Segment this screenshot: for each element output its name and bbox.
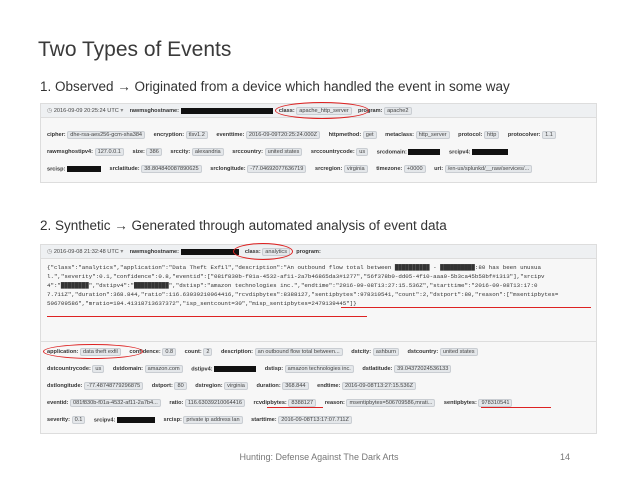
field-value[interactable]: us — [356, 148, 368, 156]
field-value[interactable]: 2016-09-08T13:17:07.711Z — [278, 416, 352, 424]
json-line: {"class":"analytics","application":"Data Theft Exfil","description":"An outbound flow total between ██████████ - ██████████:80 has been unusua — [47, 264, 541, 271]
field-key: dstlongitude: — [47, 383, 83, 389]
field-value[interactable]: data theft exfil — [80, 348, 121, 356]
field-value[interactable]: 8388127 — [288, 399, 316, 407]
field-value[interactable]: 386 — [146, 148, 161, 156]
field-key: dstregion: — [195, 383, 223, 389]
field-key: uri: — [434, 166, 444, 172]
field-key: dstport: — [151, 383, 173, 389]
field-value[interactable]: tlsv1.2 — [186, 131, 208, 139]
divider — [41, 341, 596, 342]
field-key: srcipv4: — [449, 149, 471, 155]
field-value[interactable]: virginia — [344, 165, 368, 173]
field-key: severity: — [47, 417, 71, 423]
field-key: srcregion: — [314, 166, 343, 172]
field-key: starttime: — [251, 417, 277, 423]
field-key: confidence: — [129, 349, 161, 355]
field-key: metaclass: — [385, 132, 415, 138]
field-key: dstdomain: — [112, 366, 144, 372]
field-value[interactable]: 2016-09-08T13:27:15.536Z — [342, 382, 416, 390]
program-chip[interactable]: apache2 — [384, 107, 411, 115]
highlight-oval — [43, 344, 143, 359]
redacted-block — [472, 149, 508, 155]
program-key: program: — [296, 249, 321, 255]
field-key: cipher: — [47, 132, 66, 138]
field-value[interactable]: +0000 — [404, 165, 426, 173]
redacted-block — [214, 366, 256, 372]
field-value[interactable]: 1.1 — [542, 131, 556, 139]
slide-footer: Hunting: Defense Against The Dark Arts — [239, 452, 399, 462]
class-chip[interactable]: analytics — [262, 248, 290, 256]
field-key: dstisp: — [264, 366, 284, 372]
field-row-3 — [47, 382, 423, 390]
json-line: 7.711Z","duration":368.844,"ratio":116.63039210064416,"rcvdipbytes":8388127,"sentipbytes":978310541,"count":2,"dstport":80,"reason":["msentipbytes= — [47, 291, 559, 298]
highlight-underline — [267, 407, 323, 408]
highlight-oval — [233, 243, 293, 260]
redacted-block — [408, 149, 440, 155]
redacted-block — [67, 166, 101, 172]
field-value[interactable]: alexandria — [192, 148, 224, 156]
field-key: dstcountry: — [407, 349, 439, 355]
field-value[interactable]: /en-us/splunkd/__raw/services/... — [445, 165, 532, 173]
field-value[interactable]: an outbound flow total between... — [255, 348, 343, 356]
slide-title: Two Types of Events — [38, 38, 232, 61]
field-value[interactable]: ashburn — [373, 348, 399, 356]
field-key: protocolver: — [507, 132, 541, 138]
field-value[interactable]: 2 — [203, 348, 212, 356]
field-key: description: — [221, 349, 254, 355]
field-key: srccountry: — [232, 149, 264, 155]
clock-icon: ◷ — [47, 108, 53, 114]
field-key: srclatitude: — [109, 166, 140, 172]
field-value[interactable]: amazon technologies inc. — [285, 365, 354, 373]
observed-event-screenshot — [40, 103, 597, 183]
field-value[interactable]: http_server — [416, 131, 450, 139]
field-value[interactable]: 0.8 — [162, 348, 176, 356]
redacted-block — [117, 417, 155, 423]
chevron-down-icon[interactable]: ▾ — [120, 108, 124, 114]
field-key: application: — [47, 349, 79, 355]
json-line: l.","severity":0.1,"confidence":0.8,"eventid":["081f830b-f01a-4532-af11-2a7b46865da3#1277","56f378b0-dd05-4f10-aaa0-5b3ca45b58bf#1313"],"srcipv — [47, 273, 545, 280]
field-value[interactable]: -77.48748779296875 — [84, 382, 143, 390]
field-key: protocol: — [458, 132, 483, 138]
field-value[interactable]: 127.0.0.1 — [95, 148, 124, 156]
field-key: dstipv4: — [191, 366, 213, 372]
field-row-1 — [47, 131, 563, 139]
highlight-underline — [481, 407, 551, 408]
field-value[interactable]: 0.1 — [72, 416, 86, 424]
event-timestamp: 2016-09-08 21:32:48 UTC — [53, 249, 119, 255]
field-key: srccity: — [170, 149, 191, 155]
highlight-underline — [47, 316, 367, 317]
field-value[interactable]: -77.04692077636719 — [247, 165, 306, 173]
bullet-synthetic: 2. Synthetic → Generated through automated analysis of event data — [40, 218, 447, 233]
field-value[interactable]: get — [363, 131, 377, 139]
class-chip[interactable]: apache_http_server — [296, 107, 351, 115]
field-value[interactable]: 116.63039210064416 — [185, 399, 245, 407]
clock-icon: ◷ — [47, 249, 53, 255]
field-key: count: — [184, 349, 202, 355]
field-key: rawmsghostipv4: — [47, 149, 94, 155]
field-key: ratio: — [169, 400, 184, 406]
field-value[interactable]: 2016-09-09T20:25:24.000Z — [246, 131, 320, 139]
chevron-down-icon[interactable]: ▾ — [120, 249, 124, 255]
field-row-3 — [47, 165, 539, 173]
field-key: timezone: — [376, 166, 403, 172]
field-key: dstcity: — [351, 349, 372, 355]
field-value[interactable]: 80 — [174, 382, 186, 390]
field-key: srcdomain: — [376, 149, 407, 155]
json-line: 4":"████████","dstipv4":"██████████","dstisp":"amazon technologies inc.","endtime":"2016-09-08T13:27:15.536Z","starttime":"2016-09-08T13:17:0 — [47, 282, 538, 289]
field-key: srccountrycode: — [310, 149, 355, 155]
field-value[interactable]: amazon.com — [145, 365, 183, 373]
class-key: class: — [244, 249, 261, 255]
field-value[interactable]: united states — [265, 148, 303, 156]
field-key: httpmethod: — [328, 132, 362, 138]
field-key: srcisp: — [163, 417, 182, 423]
field-key: eventid: — [47, 400, 69, 406]
host-key: rawmsghostname: — [129, 108, 180, 114]
field-value[interactable]: 38.804840087890625 — [141, 165, 201, 173]
field-key: reason: — [324, 400, 345, 406]
field-value[interactable]: msentipbytes=506709586,mrati... — [346, 399, 435, 407]
field-value[interactable]: http — [484, 131, 499, 139]
field-key: eventtime: — [216, 132, 245, 138]
highlight-underline — [341, 307, 591, 308]
highlight-oval — [275, 102, 369, 119]
raw-json-block — [47, 263, 558, 308]
field-key: dstcountrycode: — [47, 366, 91, 372]
field-value[interactable]: dhe-rsa-aes256-gcm-sha384 — [67, 131, 145, 139]
field-key: size: — [132, 149, 145, 155]
field-value[interactable]: 368.844 — [282, 382, 308, 390]
field-key: encryption: — [153, 132, 185, 138]
field-key: endtime: — [317, 383, 341, 389]
field-row-2 — [47, 148, 515, 156]
field-key: srclongitude: — [210, 166, 246, 172]
field-row-2 — [47, 365, 458, 373]
field-key: sentipbytes: — [443, 400, 477, 406]
program-key: program: — [357, 108, 383, 114]
field-value[interactable]: us — [92, 365, 104, 373]
field-value[interactable]: 39.04372024536133 — [394, 365, 451, 373]
field-key: srcisp: — [47, 166, 66, 172]
redacted-block — [181, 249, 239, 255]
field-value[interactable]: 081f830b-f01a-4532-af11-2a7b4... — [70, 399, 161, 407]
field-value[interactable]: 978310541 — [478, 399, 512, 407]
page-number: 14 — [560, 452, 571, 462]
event-header — [41, 245, 596, 259]
class-key: class: — [278, 108, 295, 114]
json-line: 506709586","mratio=104.41318713637372","isp_sentcount=30","misp_sentipbytes=2479139445"]} — [47, 300, 357, 307]
field-row-5 — [47, 416, 359, 424]
event-timestamp: 2016-09-09 20:25:24 UTC — [53, 108, 119, 114]
field-value[interactable]: united states — [440, 348, 478, 356]
field-key: srcipv4: — [93, 417, 116, 423]
field-value[interactable]: virginia — [224, 382, 248, 390]
field-key: rcvdipbytes: — [253, 400, 287, 406]
redacted-block — [181, 108, 273, 114]
host-key: rawmsghostname: — [129, 249, 180, 255]
field-value[interactable]: private ip address lan — [183, 416, 242, 424]
field-row-4 — [47, 399, 519, 407]
bullet-observed: 1. Observed → Originated from a device which handled the event in some way — [40, 79, 510, 94]
synthetic-event-screenshot — [40, 244, 597, 434]
field-key: dstlatitude: — [362, 366, 393, 372]
field-key: duration: — [256, 383, 281, 389]
